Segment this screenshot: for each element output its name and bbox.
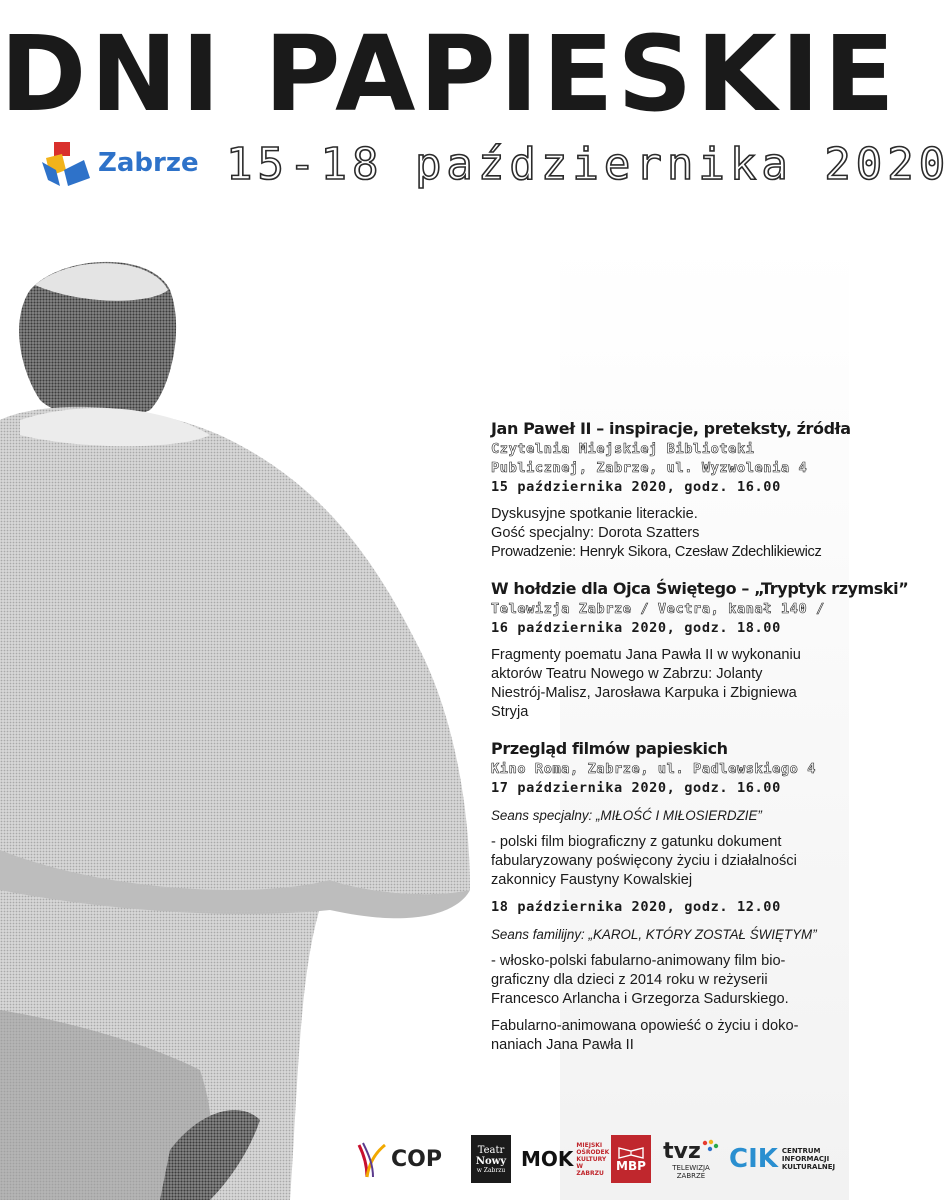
event-1 [491,418,851,562]
event-3 [491,738,836,1055]
mok-sub-line: KULTURY [576,1155,607,1163]
book-icon [618,1145,644,1159]
screening-description: - polski film biograficzny z gatunku dokument [491,834,782,850]
event-description: aktorów Teatru Nowego w Zabrzu: Jolanty [491,666,763,682]
tvz-sub: TELEWIZJA [672,1163,710,1172]
cop-logo [355,1135,455,1183]
event-title: Przegląd filmów papieskich [491,739,728,758]
event-description: Stryja [491,704,529,720]
mbp-text: MBP [616,1159,646,1173]
event-date: 15 października 2020, godz. 16.00 [491,479,781,495]
event-description: Fragmenty poematu Jana Pawła II w wykonaniu [491,647,801,663]
teatr-line: w Zabrzu [476,1166,506,1174]
event-venue: Telewizja Zabrze / Vectra, kanał 140 / [491,601,825,617]
event-2 [491,578,909,722]
event-description: Prowadzenie: Henryk Sikora, Czesław Zdechlikiewicz [491,544,822,560]
mok-sub-line: MIEJSKI [576,1141,603,1149]
screening-label: Seans specjalny: „MIŁOŚĆ I MIŁOSIERDZIE” [491,808,762,823]
screening-description: - włosko-polski fabularno-animowany film bio- [491,953,786,969]
mok-subtitle [576,1142,609,1177]
mok-logo [521,1135,610,1183]
cop-logo-icon [355,1139,391,1179]
pope-photo [0,250,560,1200]
cik-subtitle [782,1147,835,1171]
event-venue: Czytelnia Miejskiej Biblioteki [491,441,755,457]
screening-description: Francesco Arlancha i Grzegorza Sadurskiego. [491,991,789,1007]
tvz-sub: ZABRZE [676,1171,706,1180]
zabrze-logo [40,140,200,192]
closing-description: naniach Jana Pawła II [491,1037,634,1053]
event-dates: 15-18 października 2020 [226,139,950,190]
event-title: Jan Paweł II – inspiracje, preteksty, źródła [491,419,851,438]
event-venue: Publicznej, Zabrze, ul. Wyzwolenia 4 [491,460,808,476]
event-date: 16 października 2020, godz. 18.00 [491,620,781,636]
cik-logo [729,1135,835,1183]
closing-description: Fabularno-animowana opowieść o życiu i doko- [491,1018,799,1034]
teatr-nowy-logo [471,1135,511,1183]
mok-text: MOK [521,1147,574,1171]
screening-description: graficzny dla dzieci z 2014 roku w reżyserii [491,972,768,988]
cop-text: COP [391,1146,442,1172]
event-list [491,418,909,1055]
tvz-logo [661,1135,721,1183]
screening-description: fabularyzowany poświęcony życiu i działalności [491,853,797,869]
event-description: Gość specjalny: Dorota Szatters [491,525,700,541]
zabrze-logo-icon [40,140,96,192]
tvz-text: tvz [663,1138,701,1164]
event-description: Dyskusyjne spotkanie literackie. [491,506,698,522]
mok-sub-line: OŚRODEK [576,1148,610,1156]
event-date: 18 października 2020, godz. 12.00 [491,899,781,915]
cik-sub-line: CENTRUM [781,1147,821,1155]
mbp-logo [611,1135,651,1183]
screening-label: Seans familijny: „KAROL, KTÓRY ZOSTAŁ ŚWIĘTYM” [491,927,817,942]
cik-text: CIK [729,1144,778,1174]
sponsor-logos [355,1135,835,1185]
event-title: W hołdzie dla Ojca Świętego – „Tryptyk rzymski” [491,579,909,598]
event-date: 17 października 2020, godz. 16.00 [491,780,781,796]
teatr-line: Teatr [477,1144,505,1156]
screening-description: zakonnicy Faustyny Kowalskiej [491,872,693,888]
event-venue: Kino Roma, Zabrze, ul. Padlewskiego 4 [491,761,817,777]
logo-text: Zabrze [98,148,199,178]
cik-sub-line: KULTURALNEJ [781,1163,836,1171]
teatr-line: Nowy [475,1155,507,1167]
tvz-dots-icon [701,1139,719,1157]
page-title: DNI PAPIESKIE [0,13,899,135]
cik-sub-line: INFORMACJI [781,1155,830,1163]
event-description: Niestrój-Malisz, Jarosława Karpuka i Zbigniewa [491,685,797,701]
mok-sub-line: W ZABRZU [576,1162,604,1177]
